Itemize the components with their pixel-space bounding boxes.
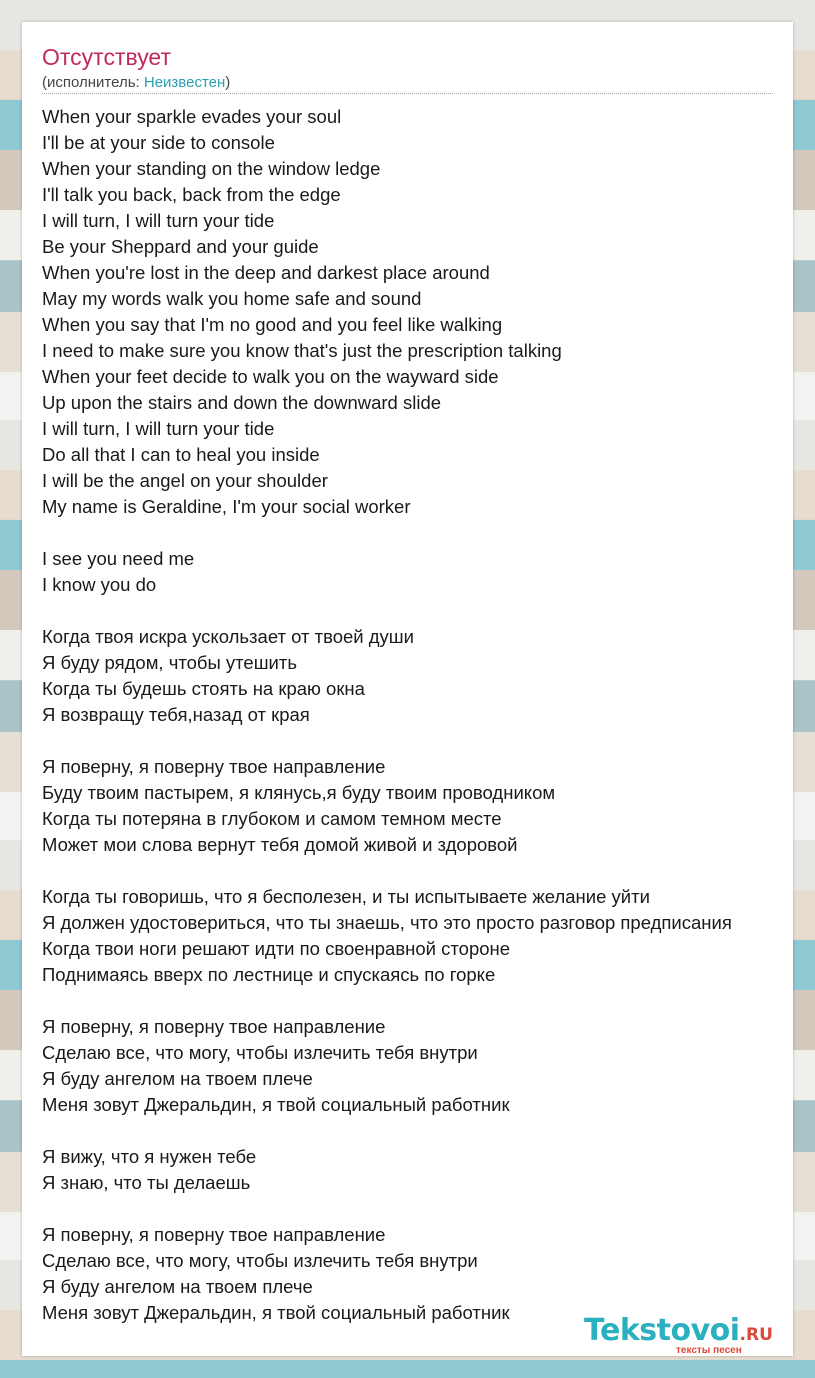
logo-tld: .RU xyxy=(739,1325,773,1345)
lyrics-body xyxy=(42,104,815,1326)
lyric-line: Я буду рядом, чтобы утешить xyxy=(42,652,298,673)
artist-line xyxy=(42,74,230,92)
lyric-line: When your standing on the window ledge xyxy=(42,158,381,179)
lyric-line: I see you need me xyxy=(42,548,195,569)
lyric-line: Сделаю все, что могу, чтобы излечить тебя внутри xyxy=(42,1042,478,1063)
lyric-line xyxy=(42,1196,815,1222)
site-logo[interactable] xyxy=(584,1313,794,1358)
lyric-line: May my words walk you home safe and sound xyxy=(42,288,422,309)
lyric-line: When your feet decide to walk you on the wayward side xyxy=(42,366,499,387)
artist-link[interactable]: Неизвестен xyxy=(143,74,226,91)
lyric-line: I will be the angel on your shoulder xyxy=(42,470,328,491)
lyric-line: Поднимаясь вверх по лестнице и спускаясь по горке xyxy=(42,964,496,985)
lyric-line: Я поверну, я поверну твое направление xyxy=(42,1224,386,1245)
lyric-line xyxy=(42,598,815,624)
lyric-line: I need to make sure you know that's just the prescription talking xyxy=(42,340,562,361)
lyric-line: My name is Geraldine, I'm your social worker xyxy=(42,496,411,517)
lyric-line: When you're lost in the deep and darkest place around xyxy=(42,262,490,283)
lyric-line: Когда ты говоришь, что я бесполезен, и ты испытываете желание уйти xyxy=(42,886,650,907)
lyric-line: Сделаю все, что могу, чтобы излечить тебя внутри xyxy=(42,1250,478,1271)
lyric-line: Я буду ангелом на твоем плече xyxy=(42,1068,313,1089)
lyric-line: Up upon the stairs and down the downward slide xyxy=(42,392,442,413)
lyric-line: I know you do xyxy=(42,574,157,595)
song-title: Отсутствует xyxy=(42,44,171,70)
lyric-line: When your sparkle evades your soul xyxy=(42,106,342,127)
lyric-line xyxy=(42,1118,815,1144)
header-divider xyxy=(42,93,773,94)
lyric-line: Когда ты потеряна в глубоком и самом темном месте xyxy=(42,808,502,829)
lyric-line: Когда ты будешь стоять на краю окна xyxy=(42,678,365,699)
artist-prefix: (исполнитель: xyxy=(42,74,144,91)
lyric-line: Меня зовут Джеральдин, я твой социальный работник xyxy=(42,1302,510,1323)
lyric-line: Я поверну, я поверну твое направление xyxy=(42,756,386,777)
lyric-line: Я знаю, что ты делаешь xyxy=(42,1172,251,1193)
lyrics-sheet xyxy=(22,22,793,1356)
lyric-line: I'll talk you back, back from the edge xyxy=(42,184,341,205)
lyric-line: I'll be at your side to console xyxy=(42,132,275,153)
lyric-line xyxy=(42,988,815,1014)
logo-name: Tekstovoi xyxy=(584,1313,740,1348)
lyric-line: Be your Sheppard and your guide xyxy=(42,236,319,257)
lyric-line: Буду твоим пастырем, я клянусь,я буду твоим проводником xyxy=(42,782,556,803)
lyric-line: Do all that I can to heal you inside xyxy=(42,444,320,465)
logo-tagline: тексты песен xyxy=(676,1345,742,1356)
lyric-line xyxy=(42,858,815,884)
lyric-line xyxy=(42,728,815,754)
lyric-line: I will turn, I will turn your tide xyxy=(42,418,275,439)
lyric-line: Меня зовут Джеральдин, я твой социальный работник xyxy=(42,1094,510,1115)
lyric-line: I will turn, I will turn your tide xyxy=(42,210,275,231)
lyric-line: Когда твои ноги решают идти по своенравной стороне xyxy=(42,938,511,959)
lyric-line: Я возвращу тебя,назад от края xyxy=(42,704,310,725)
artist-suffix: ) xyxy=(225,74,231,91)
lyric-line: When you say that I'm no good and you feel like walking xyxy=(42,314,503,335)
lyric-line: Я буду ангелом на твоем плече xyxy=(42,1276,313,1297)
lyric-line: Я поверну, я поверну твое направление xyxy=(42,1016,386,1037)
lyric-line: Я должен удостовериться, что ты знаешь, что это просто разговор предписания xyxy=(42,912,732,933)
lyric-line xyxy=(42,520,815,546)
lyric-line: Я вижу, что я нужен тебе xyxy=(42,1146,257,1167)
lyric-line: Может мои слова вернут тебя домой живой и здоровой xyxy=(42,834,518,855)
lyric-line: Когда твоя искра ускользает от твоей души xyxy=(42,626,414,647)
